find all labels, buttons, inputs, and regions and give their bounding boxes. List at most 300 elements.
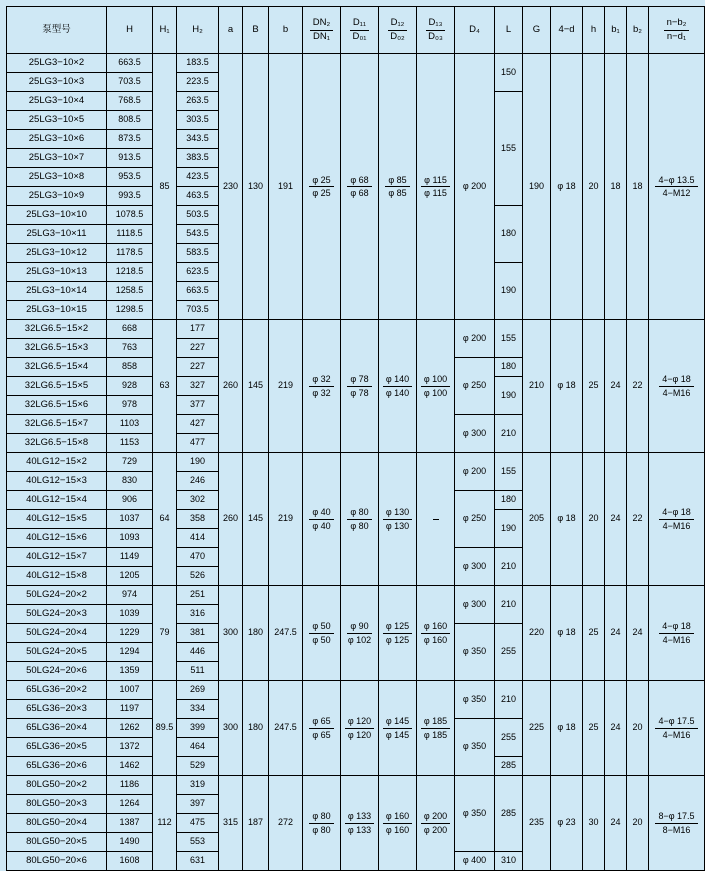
cell-h: 1258.5 <box>107 282 153 301</box>
cell-d12 <box>379 681 417 776</box>
header-d12-bottom: D₀₂ <box>390 30 405 42</box>
header-G: G <box>523 7 551 54</box>
cell-dn <box>303 54 341 320</box>
cell-model: 65LG36−20×4 <box>7 719 107 738</box>
cell-h2: 246 <box>177 472 219 491</box>
cell-dn-bottom: φ 80 <box>312 824 331 835</box>
cell-d13 <box>417 453 455 586</box>
cell-h: 1149 <box>107 548 153 567</box>
cell-model: 80LG50−20×4 <box>7 814 107 833</box>
cell-h2: 475 <box>177 814 219 833</box>
cell-b: 191 <box>269 54 303 320</box>
cell-nb-top: 4−φ 18 <box>659 374 694 386</box>
header-dn-bottom: DN₁ <box>313 30 330 42</box>
cell-h: 1197 <box>107 700 153 719</box>
cell-d11-bottom: φ 102 <box>347 634 372 645</box>
cell-h: 1037 <box>107 510 153 529</box>
cell-h: 768.5 <box>107 92 153 111</box>
cell-h2: 553 <box>177 833 219 852</box>
cell-G: 220 <box>523 586 551 681</box>
cell-dn <box>303 681 341 776</box>
cell-h: 1118.5 <box>107 225 153 244</box>
cell-h: 978 <box>107 396 153 415</box>
table-row <box>7 681 705 700</box>
cell-b2: 20 <box>627 681 649 776</box>
cell-d11 <box>341 54 379 320</box>
cell-h: 1205 <box>107 567 153 586</box>
cell-d11 <box>341 681 379 776</box>
cell-h: 858 <box>107 358 153 377</box>
cell-model: 32LG6.5−15×4 <box>7 358 107 377</box>
cell-model: 25LG3−10×2 <box>7 54 107 73</box>
cell-b2: 24 <box>627 586 649 681</box>
cell-h: 1294 <box>107 643 153 662</box>
cell-model: 40LG12−15×7 <box>7 548 107 567</box>
cell-d12-bottom: φ 85 <box>388 188 407 198</box>
cell-h2: 477 <box>177 434 219 453</box>
header-row <box>7 7 705 54</box>
cell-d12-top: φ 145 <box>383 716 412 728</box>
cell-h2: 423.5 <box>177 168 219 187</box>
cell-d11 <box>341 586 379 681</box>
cell-h2: 343.5 <box>177 130 219 149</box>
cell-h2: 190 <box>177 453 219 472</box>
table-row <box>7 453 705 472</box>
cell-L: 190 <box>495 263 523 320</box>
header-h2: H₂ <box>177 7 219 54</box>
cell-L: 190 <box>495 377 523 415</box>
cell-d13 <box>417 776 455 871</box>
cell-a: 300 <box>219 586 243 681</box>
cell-dn-top: φ 50 <box>309 621 333 633</box>
cell-model: 65LG36−20×3 <box>7 700 107 719</box>
header-nb <box>649 7 705 54</box>
cell-h2: 703.5 <box>177 301 219 320</box>
cell-h2: 251 <box>177 586 219 605</box>
cell-d12 <box>379 320 417 453</box>
cell-h2: 470 <box>177 548 219 567</box>
cell-b2: 18 <box>627 54 649 320</box>
cell-L: 210 <box>495 548 523 586</box>
cell-b: 219 <box>269 453 303 586</box>
cell-G: 235 <box>523 776 551 871</box>
cell-h2: 377 <box>177 396 219 415</box>
cell-h: 1186 <box>107 776 153 795</box>
cell-h: 1039 <box>107 605 153 624</box>
cell-model: 25LG3−10×9 <box>7 187 107 206</box>
cell-h1: 89.5 <box>153 681 177 776</box>
cell-d13-top: φ 115 <box>421 175 450 187</box>
cell-model: 25LG3−10×11 <box>7 225 107 244</box>
cell-h2: 464 <box>177 738 219 757</box>
cell-h-small: 25 <box>583 586 605 681</box>
cell-model: 25LG3−10×14 <box>7 282 107 301</box>
cell-model: 32LG6.5−15×8 <box>7 434 107 453</box>
cell-h: 1490 <box>107 833 153 852</box>
cell-dn-bottom: φ 40 <box>312 520 331 531</box>
cell-nb <box>649 320 705 453</box>
header-h1: H₁ <box>153 7 177 54</box>
cell-h: 729 <box>107 453 153 472</box>
cell-dn-bottom: φ 50 <box>312 634 331 645</box>
cell-h2: 327 <box>177 377 219 396</box>
cell-d12 <box>379 453 417 586</box>
header-d11 <box>341 7 379 54</box>
cell-B: 187 <box>243 776 269 871</box>
cell-nb <box>649 453 705 586</box>
cell-d12-top: φ 160 <box>383 811 412 823</box>
cell-h1: 79 <box>153 586 177 681</box>
cell-d11-top: φ 80 <box>347 507 371 519</box>
cell-d11-top: φ 90 <box>347 621 371 633</box>
cell-nb-top: 8−φ 17.5 <box>655 811 697 823</box>
cell-a: 260 <box>219 320 243 453</box>
cell-h2: 302 <box>177 491 219 510</box>
cell-L: 255 <box>495 624 523 681</box>
cell-model: 25LG3−10×7 <box>7 149 107 168</box>
cell-h2: 663.5 <box>177 282 219 301</box>
cell-h: 808.5 <box>107 111 153 130</box>
cell-h: 1153 <box>107 434 153 453</box>
cell-d13-bottom: φ 200 <box>423 824 448 835</box>
cell-d4: φ 400 <box>455 852 495 871</box>
cell-b1: 24 <box>605 453 627 586</box>
cell-L: 180 <box>495 491 523 510</box>
cell-b2: 22 <box>627 453 649 586</box>
cell-h: 993.5 <box>107 187 153 206</box>
cell-model: 50LG24−20×4 <box>7 624 107 643</box>
cell-d12-top: φ 85 <box>385 175 409 187</box>
cell-d11-bottom: φ 133 <box>347 824 372 835</box>
cell-d12-bottom: φ 130 <box>385 520 410 531</box>
header-h-small: h <box>583 7 605 54</box>
cell-h: 1608 <box>107 852 153 871</box>
cell-nb <box>649 681 705 776</box>
cell-model: 32LG6.5−15×2 <box>7 320 107 339</box>
cell-dn-bottom: φ 25 <box>312 188 331 198</box>
cell-model: 65LG36−20×6 <box>7 757 107 776</box>
cell-nb <box>649 776 705 871</box>
cell-b: 247.5 <box>269 586 303 681</box>
cell-h1: 85 <box>153 54 177 320</box>
cell-d12 <box>379 776 417 871</box>
cell-four-d: φ 18 <box>551 453 583 586</box>
cell-model: 32LG6.5−15×6 <box>7 396 107 415</box>
cell-dn <box>303 776 341 871</box>
cell-h-small: 30 <box>583 776 605 871</box>
cell-d13-bottom <box>433 520 439 521</box>
cell-h: 1372 <box>107 738 153 757</box>
cell-h: 668 <box>107 320 153 339</box>
cell-h: 873.5 <box>107 130 153 149</box>
cell-nb-top: 4−φ 17.5 <box>655 716 697 728</box>
cell-d13-top: φ 100 <box>421 374 450 386</box>
table-row <box>7 586 705 605</box>
header-dn-top: DN₂ <box>310 18 333 31</box>
cell-dn-top: φ 65 <box>309 716 333 728</box>
cell-d13 <box>417 320 455 453</box>
cell-h: 1262 <box>107 719 153 738</box>
cell-dn-top: φ 40 <box>309 507 333 519</box>
table-row <box>7 776 705 795</box>
cell-a: 230 <box>219 54 243 320</box>
cell-d12-top: φ 130 <box>383 507 412 519</box>
cell-h: 1387 <box>107 814 153 833</box>
cell-h: 1078.5 <box>107 206 153 225</box>
header-d13-top: D₁₃ <box>426 18 446 31</box>
cell-h: 1298.5 <box>107 301 153 320</box>
cell-d13 <box>417 54 455 320</box>
cell-h: 913.5 <box>107 149 153 168</box>
cell-four-d: φ 18 <box>551 681 583 776</box>
cell-h2: 223.5 <box>177 73 219 92</box>
cell-G: 205 <box>523 453 551 586</box>
cell-L: 255 <box>495 719 523 757</box>
cell-b1: 24 <box>605 320 627 453</box>
cell-model: 50LG24−20×6 <box>7 662 107 681</box>
cell-model: 40LG12−15×5 <box>7 510 107 529</box>
cell-h2: 399 <box>177 719 219 738</box>
cell-h: 830 <box>107 472 153 491</box>
cell-dn-top: φ 32 <box>309 374 333 386</box>
cell-b2: 22 <box>627 320 649 453</box>
header-d11-top: D₁₁ <box>350 18 369 31</box>
cell-h: 906 <box>107 491 153 510</box>
cell-d12 <box>379 54 417 320</box>
cell-d12-top: φ 125 <box>383 621 412 633</box>
cell-L: 155 <box>495 92 523 206</box>
cell-d13-bottom: φ 160 <box>423 634 448 645</box>
cell-d11-bottom: φ 80 <box>350 520 369 531</box>
cell-B: 130 <box>243 54 269 320</box>
cell-d11-bottom: φ 68 <box>350 188 369 198</box>
cell-model: 25LG3−10×4 <box>7 92 107 111</box>
cell-d4: φ 350 <box>455 719 495 776</box>
cell-d13-top: φ 200 <box>421 811 450 823</box>
cell-h2: 316 <box>177 605 219 624</box>
cell-h2: 543.5 <box>177 225 219 244</box>
cell-model: 80LG50−20×5 <box>7 833 107 852</box>
cell-d11 <box>341 320 379 453</box>
cell-d13 <box>417 681 455 776</box>
cell-model: 80LG50−20×3 <box>7 795 107 814</box>
cell-d13-top: φ 160 <box>421 621 450 633</box>
cell-four-d: φ 18 <box>551 54 583 320</box>
cell-B: 145 <box>243 320 269 453</box>
cell-h: 1359 <box>107 662 153 681</box>
cell-h2: 358 <box>177 510 219 529</box>
cell-dn-top: φ 80 <box>309 811 333 823</box>
cell-h: 928 <box>107 377 153 396</box>
cell-model: 25LG3−10×5 <box>7 111 107 130</box>
cell-h2: 319 <box>177 776 219 795</box>
cell-d13-bottom: φ 100 <box>423 387 448 398</box>
cell-model: 80LG50−20×2 <box>7 776 107 795</box>
cell-model: 25LG3−10×8 <box>7 168 107 187</box>
cell-L: 210 <box>495 415 523 453</box>
cell-h: 703.5 <box>107 73 153 92</box>
cell-nb-bottom: 4−M16 <box>662 634 691 645</box>
cell-d11 <box>341 776 379 871</box>
cell-model: 25LG3−10×15 <box>7 301 107 320</box>
cell-d12 <box>379 586 417 681</box>
cell-h: 763 <box>107 339 153 358</box>
cell-L: 310 <box>495 852 523 871</box>
table-body <box>7 54 705 871</box>
cell-h: 1218.5 <box>107 263 153 282</box>
cell-h2: 446 <box>177 643 219 662</box>
header-nb-bottom: n−d₁ <box>666 30 687 42</box>
cell-h2: 227 <box>177 358 219 377</box>
cell-d4: φ 250 <box>455 358 495 415</box>
cell-model: 32LG6.5−15×5 <box>7 377 107 396</box>
header-h: H <box>107 7 153 54</box>
cell-h1: 64 <box>153 453 177 586</box>
cell-model: 40LG12−15×3 <box>7 472 107 491</box>
cell-d11-top: φ 78 <box>347 374 371 386</box>
cell-h: 974 <box>107 586 153 605</box>
cell-d12-bottom: φ 140 <box>385 387 410 398</box>
cell-a: 260 <box>219 453 243 586</box>
header-d4: D₄ <box>455 7 495 54</box>
cell-L: 155 <box>495 453 523 491</box>
cell-h2: 427 <box>177 415 219 434</box>
header-d12 <box>379 7 417 54</box>
header-dn <box>303 7 341 54</box>
cell-d4: φ 300 <box>455 586 495 624</box>
cell-h: 1093 <box>107 529 153 548</box>
header-B: B <box>243 7 269 54</box>
cell-h2: 303.5 <box>177 111 219 130</box>
cell-b: 272 <box>269 776 303 871</box>
cell-h: 663.5 <box>107 54 153 73</box>
cell-model: 25LG3−10×12 <box>7 244 107 263</box>
cell-d4: φ 200 <box>455 320 495 358</box>
cell-model: 40LG12−15×2 <box>7 453 107 472</box>
cell-nb-bottom: 4−M16 <box>662 387 691 398</box>
cell-h: 953.5 <box>107 168 153 187</box>
cell-h2: 383.5 <box>177 149 219 168</box>
cell-d4: φ 350 <box>455 624 495 681</box>
cell-nb-top: 4−φ 18 <box>659 507 694 519</box>
cell-h1: 112 <box>153 776 177 871</box>
cell-h: 1462 <box>107 757 153 776</box>
cell-L: 150 <box>495 54 523 92</box>
cell-d11-top: φ 68 <box>347 175 371 187</box>
cell-h: 1007 <box>107 681 153 700</box>
cell-d11-bottom: φ 78 <box>350 387 369 398</box>
cell-d12-bottom: φ 125 <box>385 634 410 645</box>
header-d13 <box>417 7 455 54</box>
cell-nb-bottom: 8−M16 <box>662 824 691 835</box>
header-nb-top: n−b₂ <box>664 18 690 31</box>
cell-a: 315 <box>219 776 243 871</box>
cell-d12-top: φ 140 <box>383 374 412 386</box>
cell-h2: 623.5 <box>177 263 219 282</box>
cell-model: 25LG3−10×13 <box>7 263 107 282</box>
cell-model: 65LG36−20×5 <box>7 738 107 757</box>
cell-d4: φ 200 <box>455 453 495 491</box>
cell-d11-top: φ 120 <box>345 716 374 728</box>
table-header <box>7 7 705 54</box>
cell-h2: 526 <box>177 567 219 586</box>
cell-B: 145 <box>243 453 269 586</box>
cell-model: 25LG3−10×3 <box>7 73 107 92</box>
cell-d4: φ 300 <box>455 415 495 453</box>
cell-nb-bottom: 4−M12 <box>662 188 691 198</box>
table-row <box>7 320 705 339</box>
header-model: 泵型号 <box>7 7 107 54</box>
cell-d13-bottom: φ 185 <box>423 729 448 740</box>
cell-G: 210 <box>523 320 551 453</box>
cell-dn-bottom: φ 65 <box>312 729 331 740</box>
cell-d4: φ 350 <box>455 776 495 852</box>
cell-d13-bottom: φ 115 <box>424 188 447 198</box>
cell-h: 1264 <box>107 795 153 814</box>
cell-h: 1178.5 <box>107 244 153 263</box>
cell-dn <box>303 586 341 681</box>
cell-L: 210 <box>495 586 523 624</box>
cell-model: 25LG3−10×6 <box>7 130 107 149</box>
header-L: L <box>495 7 523 54</box>
header-b2: b₂ <box>627 7 649 54</box>
cell-d13 <box>417 586 455 681</box>
cell-L: 155 <box>495 320 523 358</box>
cell-b1: 24 <box>605 681 627 776</box>
cell-model: 65LG36−20×2 <box>7 681 107 700</box>
cell-b1: 24 <box>605 586 627 681</box>
cell-h2: 397 <box>177 795 219 814</box>
cell-model: 32LG6.5−15×7 <box>7 415 107 434</box>
cell-L: 190 <box>495 510 523 548</box>
header-four-d: 4−d <box>551 7 583 54</box>
cell-d13-top: φ 185 <box>421 716 450 728</box>
cell-h2: 227 <box>177 339 219 358</box>
header-d12-top: D₁₂ <box>388 18 408 31</box>
cell-nb-top: 4−φ 18 <box>659 621 694 633</box>
cell-a: 300 <box>219 681 243 776</box>
cell-B: 180 <box>243 586 269 681</box>
cell-h-small: 20 <box>583 54 605 320</box>
pump-dimension-table <box>6 6 705 871</box>
cell-b: 247.5 <box>269 681 303 776</box>
cell-d4: φ 350 <box>455 681 495 719</box>
cell-h1: 63 <box>153 320 177 453</box>
cell-G: 225 <box>523 681 551 776</box>
cell-model: 50LG24−20×5 <box>7 643 107 662</box>
cell-h2: 269 <box>177 681 219 700</box>
cell-h2: 381 <box>177 624 219 643</box>
cell-d4: φ 300 <box>455 548 495 586</box>
cell-h2: 177 <box>177 320 219 339</box>
cell-model: 40LG12−15×4 <box>7 491 107 510</box>
header-d13-bottom: D₀₃ <box>428 30 443 42</box>
cell-d11-bottom: φ 120 <box>347 729 372 740</box>
cell-h: 1229 <box>107 624 153 643</box>
cell-model: 32LG6.5−15×3 <box>7 339 107 358</box>
cell-model: 80LG50−20×6 <box>7 852 107 871</box>
cell-h2: 263.5 <box>177 92 219 111</box>
cell-nb-bottom: 4−M16 <box>662 729 691 740</box>
cell-b: 219 <box>269 320 303 453</box>
cell-dn-bottom: φ 32 <box>312 387 331 398</box>
cell-nb-bottom: 4−M16 <box>662 520 691 531</box>
table-row <box>7 54 705 73</box>
cell-model: 25LG3−10×10 <box>7 206 107 225</box>
header-b1: b₁ <box>605 7 627 54</box>
cell-h2: 414 <box>177 529 219 548</box>
cell-h2: 503.5 <box>177 206 219 225</box>
